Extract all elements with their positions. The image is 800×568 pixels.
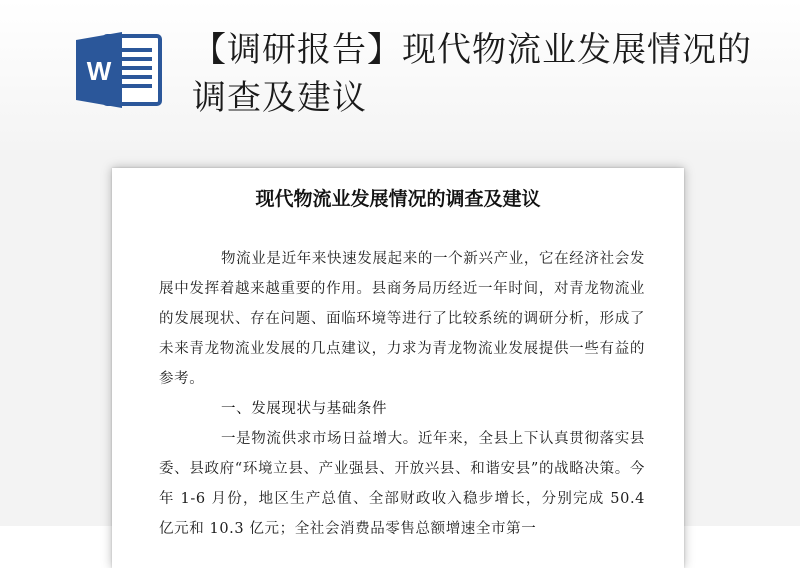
word-icon-letter: W bbox=[86, 56, 112, 86]
word-document-icon bbox=[76, 30, 164, 110]
paragraph-intro: 物流业是近年来快速发展起来的一个新兴产业，它在经济社会发展中发挥着越来越重要的作用。县商务局历经近一年时间，对青龙物流业的发展现状、存在问题、面临环境等进行了比较系统的调研分析，形成了未来青龙物流业发展的几点建议，力求为青龙物流业发展提供一些有益的参考。 bbox=[159, 251, 645, 387]
section-heading: 一、发展现状与基础条件 bbox=[221, 401, 388, 417]
file-title: 【调研报告】现代物流业发展情况的调查及建议 bbox=[192, 30, 752, 118]
document-title: 现代物流业发展情况的调查及建议 bbox=[255, 188, 541, 210]
paragraph-market: 一是物流供求市场日益增大。近年来，全县上下认真贯彻落实县委、县政府“环境立县、产业强县、开放兴县、和谐安县”的战略决策。今年 1-6 月份，地区生产总值、全部财政收入稳步增长，分别完成 50.4 亿元和 10.3 亿元；全社会消费品零售总额增速全市第一 bbox=[159, 431, 645, 537]
document-page bbox=[112, 168, 684, 568]
